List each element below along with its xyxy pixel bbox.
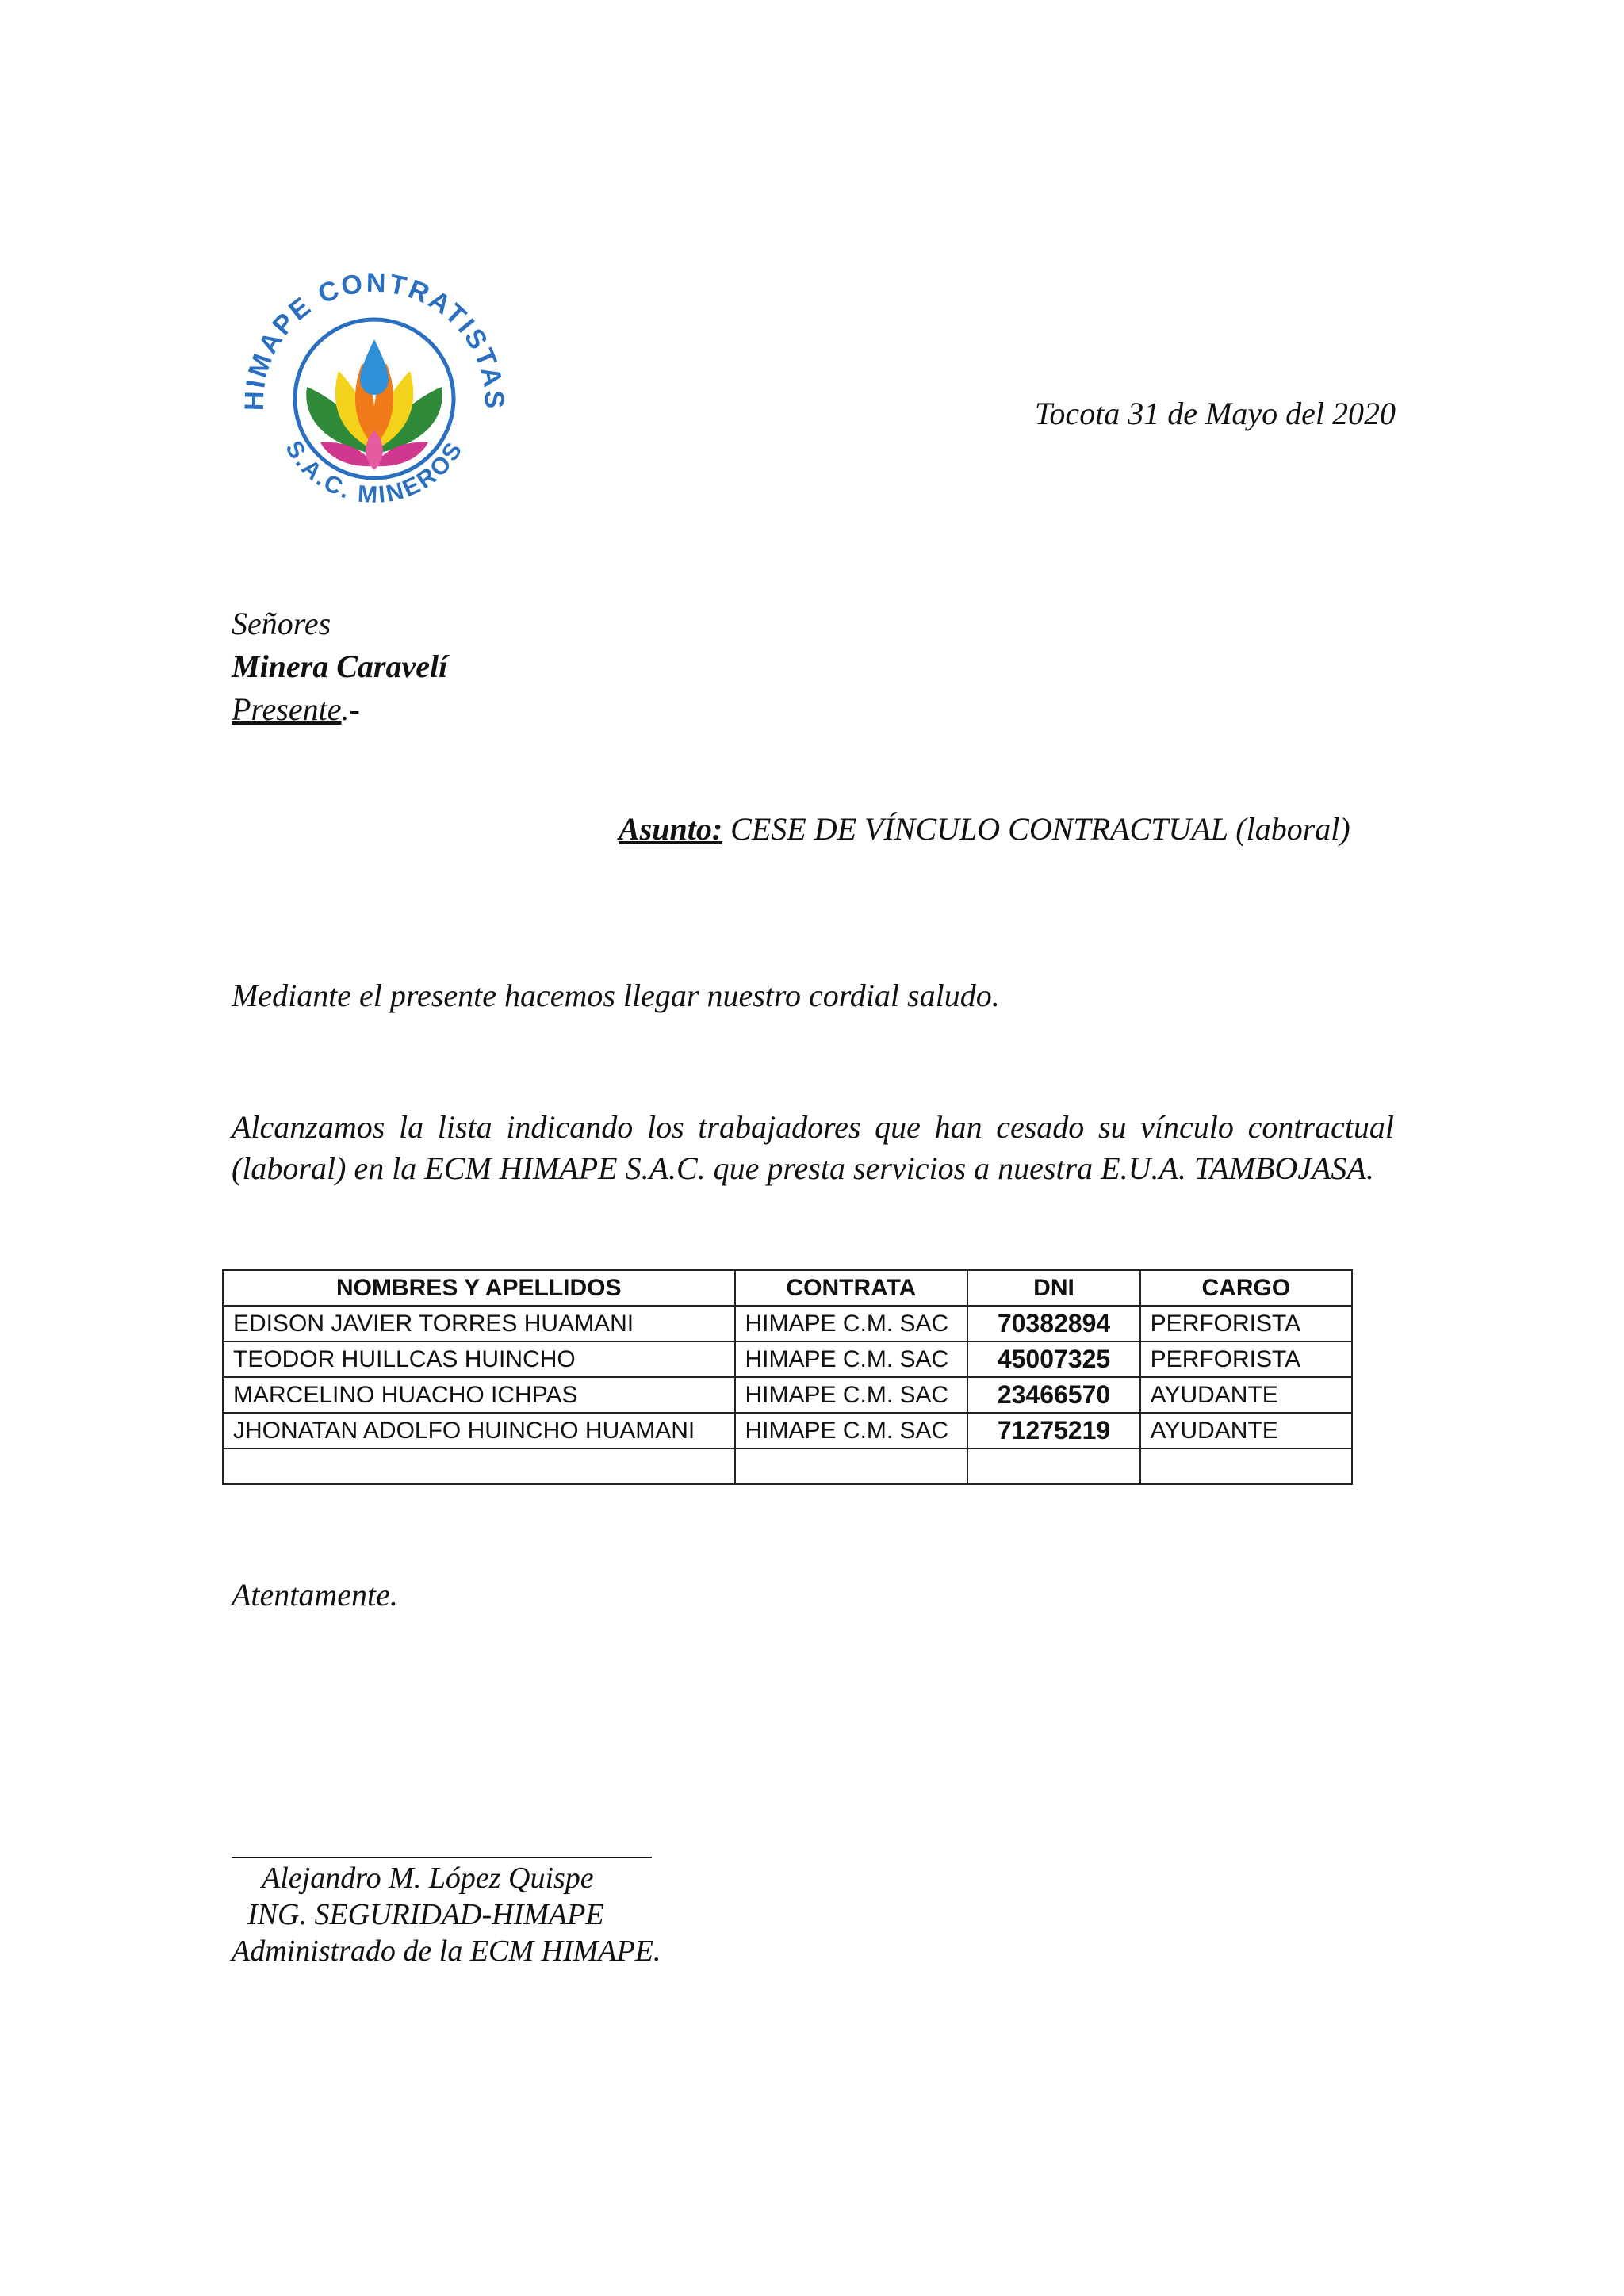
logo-text-bottom: S.A.C. MINEROS <box>280 436 469 509</box>
cell-name: JHONATAN ADOLFO HUINCHO HUAMANI <box>223 1413 735 1448</box>
closing: Atentamente. <box>232 1577 398 1613</box>
cell-dni: 45007325 <box>967 1341 1139 1377</box>
cell-cargo: AYUDANTE <box>1140 1377 1352 1413</box>
presente-suffix: .- <box>341 691 360 727</box>
recipient-block <box>232 603 447 731</box>
cell-contrata: HIMAPE C.M. SAC <box>735 1306 968 1341</box>
table-row <box>223 1413 1352 1448</box>
signature-name: Alejandro M. López Quispe <box>262 1862 594 1895</box>
subject-line <box>619 810 1350 848</box>
recipient-company: Minera Caravelí <box>232 649 448 684</box>
logo-text-top: HIMAPE CONTRATISTAS <box>239 267 510 411</box>
cell-contrata <box>735 1448 968 1484</box>
cell-dni: 71275219 <box>967 1413 1139 1448</box>
company-logo <box>232 252 517 522</box>
cell-contrata: HIMAPE C.M. SAC <box>735 1413 968 1448</box>
signature-line <box>232 1857 652 1858</box>
cell-cargo: PERFORISTA <box>1140 1306 1352 1341</box>
cell-dni <box>967 1448 1139 1484</box>
signature-role: Administrado de la ECM HIMAPE. <box>232 1934 661 1968</box>
subject-label: Asunto: <box>619 811 723 847</box>
body-paragraph: Alcanzamos la lista indicando los trabajadores que han cesado su vínculo contractual (laboral) en la ECM HIMAPE S.A.C. que presta servicios a nuestra E.U.A. TAMBOJASA. <box>232 1109 1394 1186</box>
header-dni: DNI <box>967 1270 1139 1306</box>
cell-cargo <box>1140 1448 1352 1484</box>
table-row <box>223 1341 1352 1377</box>
greeting: Mediante el presente hacemos llegar nuestro cordial saludo. <box>232 978 1000 1013</box>
cell-name: EDISON JAVIER TORRES HUAMANI <box>223 1306 735 1341</box>
header-contrata: CONTRATA <box>735 1270 968 1306</box>
table-row <box>223 1306 1352 1341</box>
subject-text: CESE DE VÍNCULO CONTRACTUAL (laboral) <box>722 811 1350 847</box>
salutation: Señores <box>232 606 331 641</box>
header-names: NOMBRES Y APELLIDOS <box>223 1270 735 1306</box>
cell-cargo: PERFORISTA <box>1140 1341 1352 1377</box>
cell-dni: 70382894 <box>967 1306 1139 1341</box>
cell-cargo: AYUDANTE <box>1140 1413 1352 1448</box>
letter-date: Tocota 31 de Mayo del 2020 <box>1034 396 1396 431</box>
lotus-water-drop-logo-icon <box>232 252 517 522</box>
table-row-empty <box>223 1448 1352 1484</box>
presente-word: Presente <box>232 691 342 727</box>
cell-contrata: HIMAPE C.M. SAC <box>735 1377 968 1413</box>
presente-line <box>232 688 447 731</box>
signature-block <box>232 1860 661 1969</box>
cell-name: TEODOR HUILLCAS HUINCHO <box>223 1341 735 1377</box>
signature-title: ING. SEGURIDAD-HIMAPE <box>247 1898 604 1931</box>
cell-contrata: HIMAPE C.M. SAC <box>735 1341 968 1377</box>
header-cargo: CARGO <box>1140 1270 1352 1306</box>
table-row <box>223 1377 1352 1413</box>
cell-dni: 23466570 <box>967 1377 1139 1413</box>
workers-table <box>222 1269 1353 1485</box>
table-header-row <box>223 1270 1352 1306</box>
cell-name: MARCELINO HUACHO ICHPAS <box>223 1377 735 1413</box>
cell-name <box>223 1448 735 1484</box>
